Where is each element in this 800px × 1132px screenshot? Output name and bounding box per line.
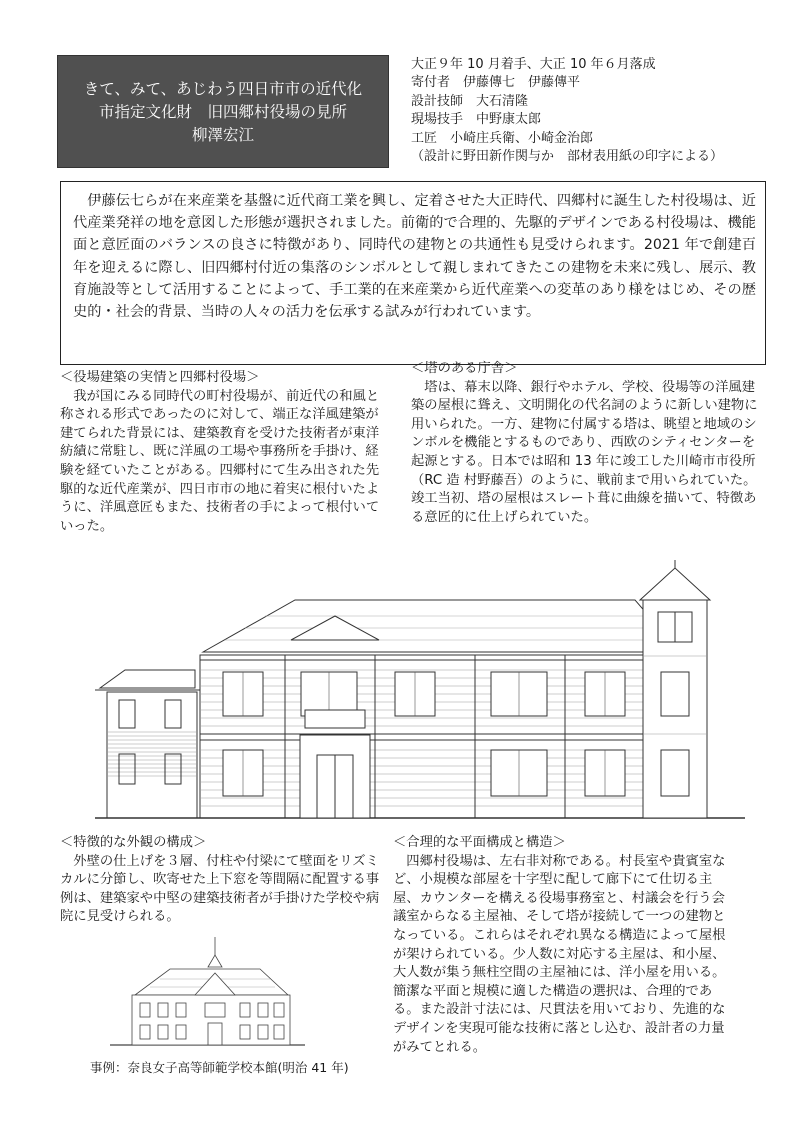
title-box [57, 55, 389, 168]
intro-text: 伊藤伝七らが在来産業を基盤に近代商工業を興し、定着させた大正時代、四郷村に誕生した村役場は、近代産業発祥の地を意図した形態が選択されました。前衛的で合理的、先駆的デザインである村役場は、機能面と意匠面のバランスの良さに特徴があり、同時代の建物との共通性も見受けられます。2021 年で創建百年を迎えるに際し、旧四郷村付近の集落のシンボルとして親しまれてきたこの建物を未来に残し、展示、教育施設等として活用することによって、手工業的在来産業から近代産業への変革のあり様をはじめ、その歴史的・社会的背景、当時の人々の活力を伝承する試みが行われています。 [73, 193, 756, 321]
section-exterior [60, 834, 380, 927]
main-building-elevation-drawing [95, 560, 745, 820]
title-line1: きて、みて、あじわう四日市市の近代化 [83, 80, 363, 98]
section-body: 四郷村役場は、左右非対称である。村長室や貴賓室など、小規模な部屋を十字型に配して廊下にて仕切る主屋、カウンターを構える役場事務室と、村議会を行う会議室からなる主屋袖、そして塔が接続して一つの建物となっている。これらはそれぞれ異なる構造によって屋根が架けられている。少人数に対応する主屋は、和小屋、大人数が集う無柱空間の主屋袖には、洋小屋を用いる。簡潔な平面と規模に適した構造の選択は、合理的である。また設計寸法には、尺貫法を用いており、先進的なデザインを実現可能な技術に落とし込む、設計者の力量がみてとれる。 [393, 853, 726, 1055]
info-line: 大正９年 10 月着手、大正 10 年６月落成 [411, 57, 656, 72]
author-name: 柳澤宏江 [191, 126, 254, 144]
section-heading: ＜特徴的な外観の構成＞ [60, 835, 207, 850]
section-tower [411, 360, 766, 527]
info-line: 現場技手 中野康太郎 [411, 112, 542, 128]
building-info [411, 56, 791, 166]
info-line: 工匠 小崎庄兵衛、小崎金治郎 [411, 130, 594, 146]
info-line: 設計技師 大石清隆 [411, 93, 529, 109]
info-line: （設計に野田新作関与か 部材表用紙の印字による） [411, 149, 724, 165]
section-heading: ＜塔のある庁舎＞ [411, 361, 518, 376]
section-office-architecture [60, 369, 380, 536]
section-body: 我が国にみる同時代の町村役場が、前近代の和風と称される形式であったのに対して、端正な洋風建築が建てられた背景には、建築教育を受けた技術者が東洋紡績に常駐し、既に洋風の工場や事務所を手掛け、経験を経ていたことがある。四郷村にて生み出された先駆的な近代産業が、四日市市の地に着実に根付いたように、洋風意匠もまた、技術者の手によって根付いていった。 [60, 388, 380, 534]
section-body: 外壁の仕上げを３層、付柱や付梁にて壁面をリズミカルに分節し、吹寄せた上下窓を等間隔に配置する事例は、建築家や中堅の建築技術者が手掛けた学校や病院に見受けられる。 [60, 853, 380, 925]
intro-box [60, 181, 766, 365]
title-line2: 市指定文化財 旧四郷村役場の見所 [98, 103, 347, 121]
section-heading: ＜合理的な平面構成と構造＞ [393, 835, 566, 850]
info-line: 寄付者 伊藤傳七 伊藤傳平 [411, 75, 581, 91]
drawing-caption: 事例：奈良女子高等師範学校本館(明治 41 年) [90, 1060, 349, 1075]
section-body: 塔は、幕末以降、銀行やホテル、学校、役場等の洋風建築の屋根に聳え、文明開化の代名詞のように新しい建物に用いられた。一方、建物に付属する塔は、眺望と地域のシンボルを機能とするものであり、西欧のシティセンターを起源とする。日本では昭和 13 年に竣工した川崎市市役所（RC 造 村野藤吾）のように、戦前まで用いられていた。竣工当初、塔の屋根はスレート葺に曲線を描いて、特徴ある意匠的に仕上げられていた。 [411, 379, 758, 525]
section-plan-structure [393, 834, 733, 1057]
nara-school-drawing [110, 937, 305, 1049]
section-heading: ＜役場建築の実情と四郷村役場＞ [60, 370, 260, 385]
